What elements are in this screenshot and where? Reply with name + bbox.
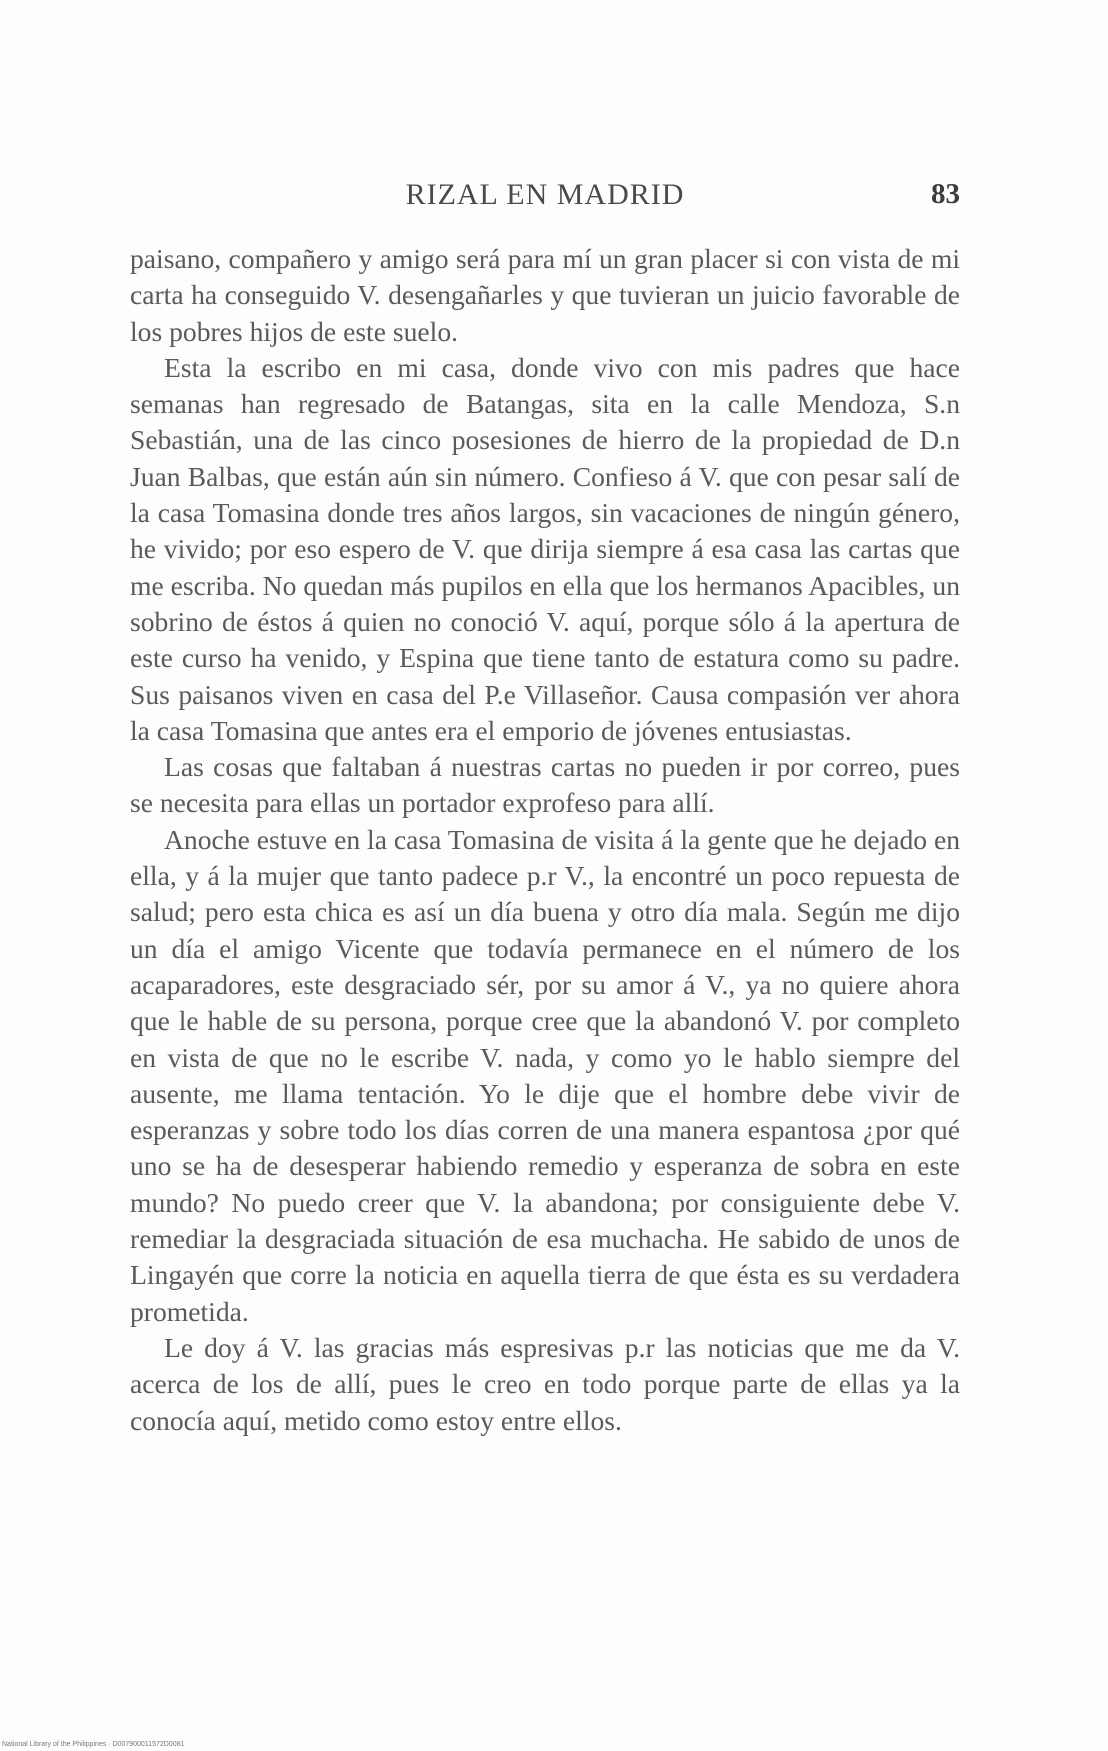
paragraph: Esta la escribo en mi casa, donde vivo con mis padres que hace semanas han regresado de Batangas, sita en la calle Mendoza, S.n Sebastián, una de las cinco posesiones de hierro de la propiedad de D.n Juan Balbas, que están aún sin número. Confieso á V. que con pesar salí de la casa Tomasina donde tres años largos, sin vacaciones de ningún género, he vivido; por eso espero de V. que dirija siempre á esa casa las cartas que me escriba. No quedan más pupilos en ella que los hermanos Apacibles, un sobrino de éstos á quien no conoció V. aquí, porque sólo á la apertura de este curso ha venido, y Espina que tiene tanto de estatura como su padre. Sus paisanos viven en casa del P.e Villaseñor. Causa compasión ver ahora la casa Tomasina que antes era el emporio de jóvenes entusiastas.	[130, 351, 960, 746]
body-text	[130, 241, 960, 1439]
paragraph-continued: paisano, compañero y amigo será para mí un gran placer si con vista de mi carta ha conseguido V. desengañarles y que tuvieran un juicio favorable de los pobres hijos de este suelo.	[130, 243, 960, 347]
source-note: National Library of the Philippines · D007900011572D0081	[2, 1741, 185, 1748]
paragraph: Le doy á V. las gracias más espresivas p.r las noticias que me da V. acerca de los de allí, pues le creo en todo porque parte de ellas ya la conocía aquí, metido como estoy entre ellos.	[130, 1331, 960, 1436]
paragraph: Anoche estuve en la casa Tomasina de visita á la gente que he dejado en ella, y á la mujer que tanto padece p.r V., la encontré un poco repuesta de salud; pero esta chica es así un día buena y otro día mala. Según me dijo un día el amigo Vicente que todavía permanece en el número de los acaparadores, este desgraciado sér, por su amor á V., ya no quiere ahora que le hable de su persona, porque cree que la abandonó V. por completo en vista de que no le escribe V. nada, y como yo le hablo siempre del ausente, me llama tentación. Yo le dije que el hombre debe vivir de esperanzas y sobre todo los días corren de una manera espantosa ¿por qué uno se ha de desesperar habiendo remedio y esperanza de sobra en este mundo? No puedo creer que V. la abandona; por consiguiente debe V. remediar la desgraciada situación de esa muchacha. He sabido de unos de Lingayén que corre la noticia en aquella tierra de que ésta es su verdadera prometida.	[130, 823, 960, 1327]
paragraph: Las cosas que faltaban á nuestras cartas no pueden ir por correo, pues se necesita para ellas un portador exprofeso para allí.	[130, 751, 960, 819]
page-number: 83	[931, 178, 960, 210]
running-title: RIZAL EN MADRID	[405, 178, 685, 211]
page-header	[130, 178, 960, 218]
